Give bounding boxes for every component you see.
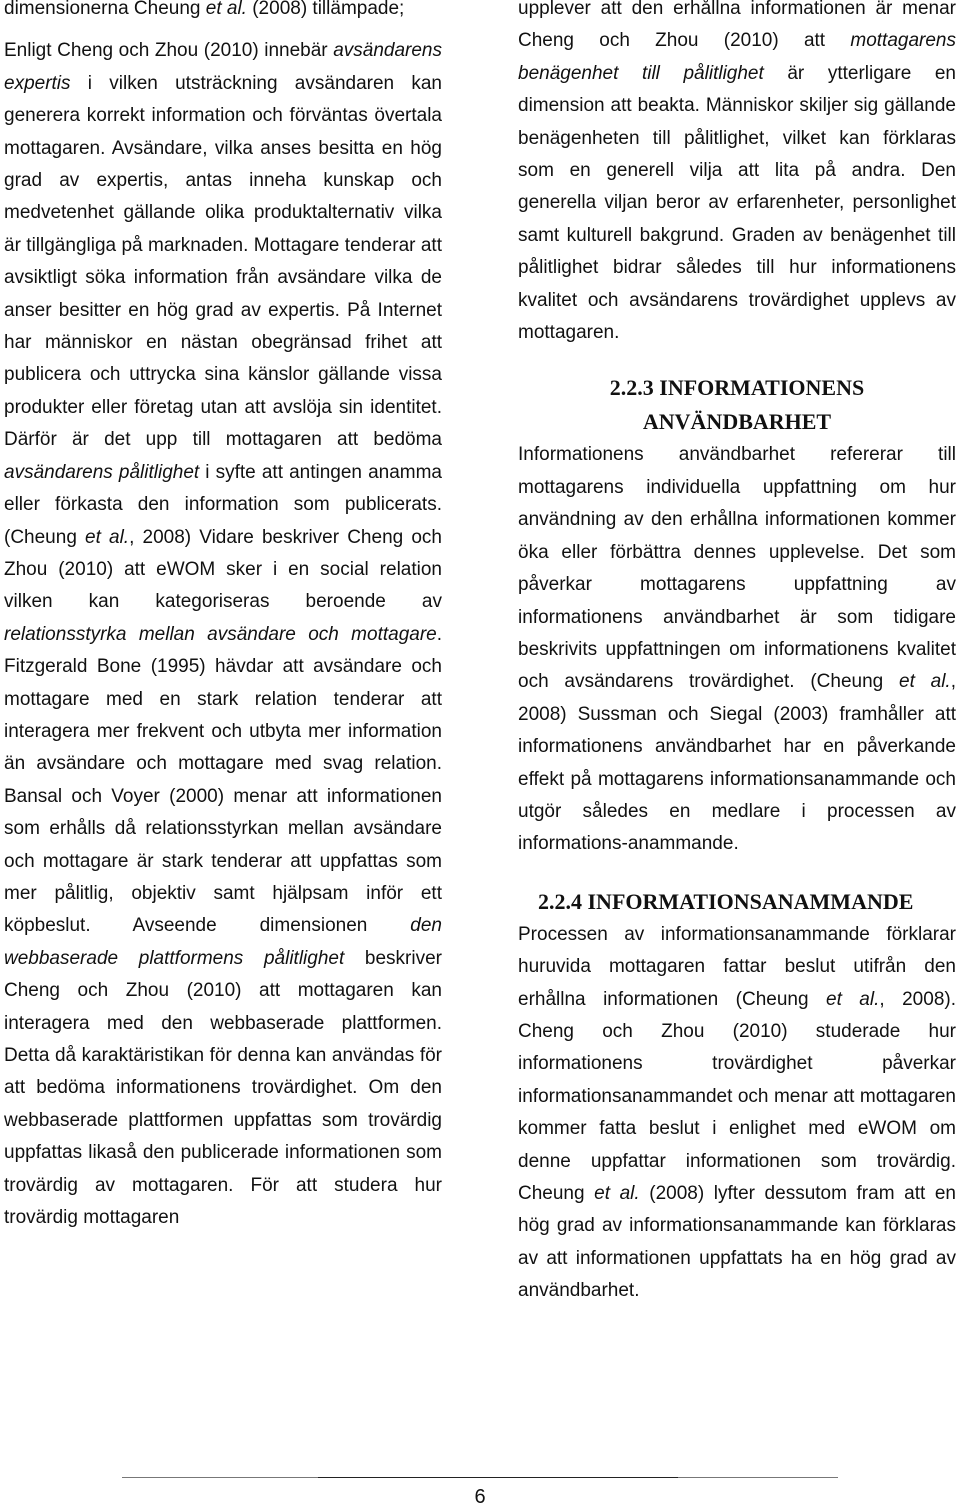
text-run: . Fitzgerald Bone (1995) hävdar att avsändare och mottagare med en stark relation tenderar att interagera mer frekvent och utbyta mer information än avsändare och mottagare med svag relation. Bansal och Voyer (2000) menar att informationen som erhålls då relationsstyrkan mellan avsändare och mottagare är stark tenderar att uppfattas som mer pålitlig, objektiv samt hjälpsam inför ett köpbeslut. Avseende dimensionen — [4, 623, 442, 937]
text-run: , 2008). Cheng och Zhou (2010) studerade hur informationens trovärdighet påverkar informationsanammandet och menar att mottagaren kommer fatta beslut i enlighet med eWOM om denne uppfattar informationen som trovärdig. Cheung — [518, 988, 956, 1204]
section-gap — [518, 861, 956, 885]
text-run: upplever att den erhållna informationen är menar Cheng och Zhou (2010) att — [518, 0, 956, 52]
text-run: Processen av informationsanammande förklarar huruvida mottagaren fattar beslut utifrån den erhållna informationen (Cheung — [518, 923, 956, 1010]
italic-run: avsändarens pålitlighet — [4, 461, 200, 483]
section-heading-2-2-4: 2.2.4 INFORMATIONSANAMMANDE — [538, 888, 914, 914]
text-run: , 2008) Vidare beskriver Cheng och Zhou (2010) att eWOM sker i en social relation vilken kan kategoriseras beroende av — [4, 526, 442, 613]
text-run: i syfte att antingen anamma eller förkasta den information som publicerats. (Cheung — [4, 461, 443, 548]
text-run: (2008) lyfter dessutom fram att en hög grad av informationsanammande kan förklaras av att informationen uppfattats ha en hög grad av användbarhet. — [518, 1183, 956, 1302]
text-run: , 2008) Sussman och Siegal (2003) framhåller att informationens användbarhet har en påverkande effekt på mottagarens informationsanammande och utgör således en medlare i processen av informations-anammande. — [518, 671, 956, 855]
paragraph-anvandbarhet — [518, 439, 956, 860]
italic-run: et al. — [826, 988, 880, 1010]
paragraph-expertis — [4, 35, 442, 1234]
left-column — [4, 0, 442, 1234]
right-column — [518, 0, 956, 1308]
text-run: dimensionerna Cheung — [4, 0, 206, 19]
paragraph-gap — [4, 25, 442, 35]
italic-run: den webbaserade plattformens pålitlighet — [4, 915, 442, 969]
italic-run: avsändarens expertis — [4, 40, 442, 94]
section-heading-2-2-3: 2.2.3 INFORMATIONENS ANVÄNDBARHET — [609, 375, 865, 435]
text-run: Informationens användbarhet refererar till mottagarens individuella uppfattning om hur användning av den erhållna informationen kommer öka eller förbättra dennes upplevelse. Det som påverkar mottagarens uppfattning av informationens användbarhet är som tidigare beskrivits uppfattningen om informationens kvalitet och avsändarens trovärdighet. (Cheung — [518, 444, 956, 693]
italic-run: mottagarens benägenhet till pålitlighet — [518, 30, 956, 84]
italic-run: relationsstyrka mellan avsändare och mottagare — [4, 623, 437, 645]
page-number: 6 — [474, 1486, 486, 1508]
italic-run: et al. — [594, 1183, 640, 1204]
italic-run: et al. — [899, 671, 951, 693]
paragraph-intro — [4, 0, 442, 25]
section-gap — [518, 349, 956, 371]
text-run: är ytterligare en dimension att beakta. Människor skiljer sig gällande benägenheten till pålitlighet, vilket kan förklaras som en generell vilja att lita på andra. Den generella viljan beror av erfarenheter, personlighet samt kulturell bakgrund. Graden av benägenhet till pålitlighet bidrar således till hur informationens kvalitet och avsändarens trovärdighet upplevs av mottagaren. — [518, 62, 956, 344]
text-run: Enligt Cheng och Zhou (2010) innebär — [4, 40, 334, 62]
paragraph-informationsanammande — [518, 919, 956, 1308]
italic-run: et al. — [85, 526, 130, 548]
text-run: i vilken utsträckning avsändaren kan generera korrekt information och förväntas övertala mottagaren. Avsändare, vilka anses besitta en hög grad av expertis, antas inneha kunskap och medvetenhet gällande olika produktalternativ vilka är tillgängliga på marknaden. Mottagare tenderar att avsiktligt söka information från avsändare vilka de anser besitter en hög grad av expertis. På Internet har människor en nästan obegränsad frihet att publicera och uttrycka sina känslor gällande vissa produkter eller företag utan att avslöja sin identitet. Därför är det upp till mottagaren att bedöma — [4, 72, 442, 451]
paragraph-benagenhet — [518, 0, 956, 349]
italic-run: et al. — [205, 0, 247, 19]
text-run: beskriver Cheng och Zhou (2010) att mottagaren kan interagera med den webbaserade plattformen. Detta då karaktäristikan för denna kan användas för att bedöma informationens trovärdighet. Om den webbaserade plattformen uppfattas som trovärdig uppfattas likaså den publicerade informationen som trovärdig av mottagaren. För att studera hur trovärdig mottagaren — [4, 947, 442, 1229]
footer-divider-accent — [318, 1477, 678, 1478]
text-run: (2008) tillämpade; — [246, 0, 405, 19]
